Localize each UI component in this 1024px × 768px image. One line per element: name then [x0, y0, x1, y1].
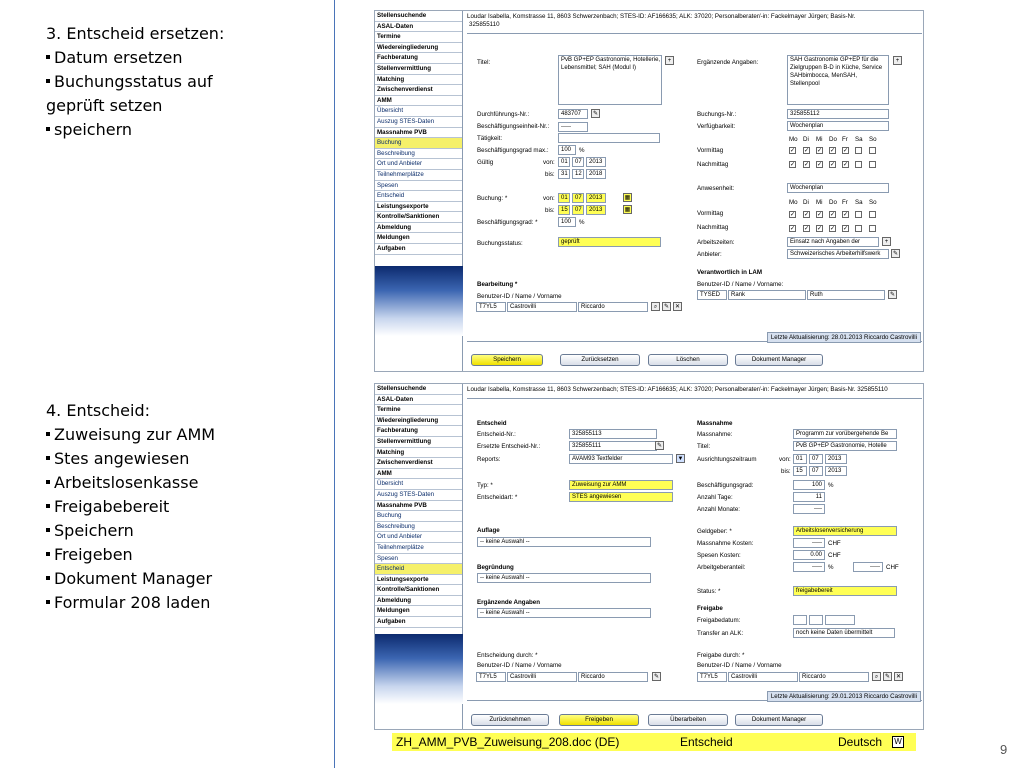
bullet-cont: geprüft setzen: [46, 96, 163, 115]
sidebar-item[interactable]: Leistungsexporte: [375, 575, 462, 586]
g-bis-month[interactable]: 12: [572, 169, 584, 179]
freigeben-button[interactable]: Freigeben: [559, 714, 639, 726]
sidebar-item[interactable]: Fachberatung: [375, 53, 462, 64]
verant-name[interactable]: Rank: [728, 290, 806, 300]
day-fr: Fr: [842, 136, 848, 143]
azr-label: Ausrichtungszeitraum: [697, 456, 757, 463]
bg-label: Beschäftigungsgrad:: [697, 482, 754, 489]
geld-label: Geldgeber: *: [697, 528, 732, 535]
search-icon[interactable]: ⌕: [651, 302, 660, 311]
az-label: Arbeitszeiten:: [697, 239, 735, 246]
sidebar-item[interactable]: AMM: [375, 96, 462, 107]
b-bis-month[interactable]: 07: [572, 205, 584, 215]
g-von-month[interactable]: 07: [572, 157, 584, 167]
g-bis-day[interactable]: 31: [558, 169, 570, 179]
bis-label: bis:: [781, 468, 791, 475]
pct: %: [579, 219, 585, 226]
checkbox[interactable]: ✓: [843, 162, 849, 168]
sidebar-item[interactable]: Wiedereingliederung: [375, 43, 462, 54]
sidebar-item[interactable]: Kontrolle/Sanktionen: [375, 585, 462, 596]
anw-select[interactable]: Wochenplan: [787, 183, 889, 193]
save-button[interactable]: Speichern: [471, 354, 543, 366]
erg-select[interactable]: -- keine Auswahl --: [477, 608, 651, 618]
reset-button[interactable]: Zurücksetzen: [560, 354, 640, 366]
von-label: von:: [779, 456, 791, 463]
bullet: speichern: [46, 118, 132, 142]
checkbox[interactable]: ✓: [830, 162, 836, 168]
bullet: Freigeben: [46, 543, 133, 567]
page-number: 9: [1000, 742, 1008, 757]
bnr-field[interactable]: 325855112: [787, 109, 889, 119]
sidebar-item[interactable]: Übersicht: [375, 479, 462, 490]
b-bis-day[interactable]: 15: [558, 205, 570, 215]
mk-field[interactable]: -----: [793, 538, 825, 548]
checkbox[interactable]: ✓: [804, 162, 810, 168]
checkbox[interactable]: ✓: [817, 162, 823, 168]
header-line1: Loudar Isabella, Komstrasse 11, 8603 Schwerzenbach; STES-ID: AF166635; ALK: 37020; Personalberater/-in: Fackelmayer Jürgen; Basis-Nr.: [467, 13, 856, 20]
sidebar-item[interactable]: Übersicht: [375, 106, 462, 117]
ent-durch-label: Entscheidung durch: *: [477, 652, 538, 659]
checkbox[interactable]: [869, 225, 876, 232]
verant-id[interactable]: TYSED: [697, 290, 727, 300]
day-fr: Fr: [842, 199, 848, 206]
checkbox[interactable]: ✓: [790, 226, 796, 232]
bullet: Dokument Manager: [46, 567, 212, 591]
sidebar-item[interactable]: Wiedereingliederung: [375, 416, 462, 427]
sk-label: Spesen Kosten:: [697, 552, 741, 559]
checkbox[interactable]: ✓: [790, 162, 796, 168]
von-label: von:: [543, 195, 555, 202]
typ-label: Typ: *: [477, 482, 493, 489]
edit-icon[interactable]: ✎: [663, 304, 670, 310]
anw-label: Anwesenheit:: [697, 185, 735, 192]
vorm-label: Vormittag: [697, 147, 724, 154]
ag-pct-field[interactable]: -----: [793, 562, 825, 572]
edit-icon[interactable]: ✎: [884, 674, 891, 680]
pct: %: [828, 482, 834, 489]
auflage-select[interactable]: -- keine Auswahl --: [477, 537, 651, 547]
g-von-day[interactable]: 01: [558, 157, 570, 167]
mass-label: Massnahme:: [697, 431, 733, 438]
erg-label: Ergänzende Angaben:: [697, 59, 759, 66]
checkbox[interactable]: [869, 211, 876, 218]
bullet: Datum ersetzen: [46, 46, 182, 70]
delete-icon[interactable]: ✕: [674, 304, 681, 310]
frei-vorname[interactable]: Riccardo: [799, 672, 869, 682]
fd-month[interactable]: [809, 615, 823, 625]
sidebar-item[interactable]: AMM: [375, 469, 462, 480]
begr-select[interactable]: -- keine Auswahl --: [477, 573, 651, 583]
tage-label: Anzahl Tage:: [697, 494, 733, 501]
geld-select[interactable]: Arbeitslosenversicherung: [793, 526, 897, 536]
checkbox[interactable]: ✓: [817, 226, 823, 232]
calendar-icon[interactable]: ▦: [624, 195, 631, 201]
titel-label: Titel:: [697, 443, 711, 450]
bullet: Stes angewiesen: [46, 447, 189, 471]
bearb-title: Bearbeitung *: [477, 281, 518, 288]
bearb-vorname[interactable]: Riccardo: [578, 302, 648, 312]
day-mo: Mo: [789, 199, 798, 206]
ben-hdr: Benutzer-ID / Name / Vorname: [477, 293, 562, 300]
sidebar-item[interactable]: Matching: [375, 448, 462, 459]
checkbox[interactable]: ✓: [804, 226, 810, 232]
checkbox[interactable]: [855, 211, 862, 218]
entscheid-title: Entscheid: [477, 420, 507, 427]
titel-field[interactable]: PvB GP+EP Gastronomie, Hotelle: [793, 441, 897, 451]
sidebar-item[interactable]: Aufgaben: [375, 617, 462, 628]
checkbox[interactable]: ✓: [790, 212, 796, 218]
a-bis-year[interactable]: 2013: [825, 466, 847, 476]
sidebar-item-buchung[interactable]: Buchung: [375, 138, 462, 149]
day-sa: Sa: [855, 136, 863, 143]
document-manager-button[interactable]: Dokument Manager: [735, 714, 823, 726]
day-so: So: [869, 136, 877, 143]
checkbox[interactable]: ✓: [830, 226, 836, 232]
verf-label: Verfügbarkeit:: [697, 123, 736, 130]
sidebar-item-entscheid[interactable]: Entscheid: [375, 564, 462, 575]
divider: [467, 398, 922, 399]
screenshot-entscheid: [374, 383, 924, 730]
checkbox[interactable]: ✓: [804, 212, 810, 218]
sidebar-item[interactable]: Meldungen: [375, 233, 462, 244]
anb-field[interactable]: Schweizerisches Arbeiterhilfswerk: [787, 249, 889, 259]
chf: CHF: [828, 552, 841, 559]
bullet: Zuweisung zur AMM: [46, 423, 215, 447]
zuruecknehmen-button[interactable]: Zurücknehmen: [471, 714, 549, 726]
monate-field[interactable]: ----: [793, 504, 825, 514]
von-label: von:: [543, 159, 555, 166]
durch-field[interactable]: 483707: [558, 109, 588, 119]
besgrad-field[interactable]: 100: [558, 145, 576, 155]
checkbox[interactable]: [869, 161, 876, 168]
reports-select[interactable]: AVAM93 Textfelder: [569, 454, 673, 464]
edit-icon[interactable]: ✎: [656, 443, 663, 449]
fd-label: Freigabedatum:: [697, 617, 741, 624]
bullet: Freigabebereit: [46, 495, 169, 519]
calendar-icon[interactable]: ▦: [624, 207, 631, 213]
sidebar-item[interactable]: Leistungsexporte: [375, 202, 462, 213]
sidebar: [375, 384, 463, 729]
sidebar-item[interactable]: Entscheid: [375, 191, 462, 202]
ers-field[interactable]: 325855111: [569, 441, 657, 451]
monate-label: Anzahl Monate:: [697, 506, 740, 513]
checkbox[interactable]: ✓: [830, 148, 836, 154]
sidebar-item[interactable]: Meldungen: [375, 606, 462, 617]
eart-select[interactable]: STES angewiesen: [569, 492, 673, 502]
eart-label: Entscheidart: *: [477, 494, 518, 501]
erg-field[interactable]: SAH Gastronomie GP+EP für die Zielgruppen B-D in Küche, Service SAHbimbocca, MenSAH, Stellenpool: [787, 55, 889, 105]
verant-vorname[interactable]: Ruth: [807, 290, 885, 300]
ben-hdr: Benutzer-ID / Name / Vorname:: [697, 281, 784, 288]
begr-title: Begründung: [477, 564, 514, 571]
sidebar-item[interactable]: Matching: [375, 75, 462, 86]
sidebar-item[interactable]: Massnahme PVB: [375, 501, 462, 512]
checkbox[interactable]: [855, 147, 862, 154]
edit-icon[interactable]: ✎: [592, 111, 599, 117]
freigabe-title: Freigabe: [697, 605, 723, 612]
sidebar-item[interactable]: Spesen: [375, 181, 462, 192]
gueltig-label: Gültig: [477, 159, 494, 166]
checkbox[interactable]: ✓: [790, 148, 796, 154]
titel-label: Titel:: [477, 59, 491, 66]
mk-label: Massnahme Kosten:: [697, 540, 754, 547]
bis-label: bis:: [545, 171, 555, 178]
sidebar-item[interactable]: Teilnehmerplätze: [375, 543, 462, 554]
mass-field[interactable]: Programm zur vorübergehende Be: [793, 429, 897, 439]
template-file[interactable]: ZH_AMM_PVB_Zuweisung_208.doc (DE): [396, 735, 620, 749]
bullet: Arbeitslosenkasse: [46, 471, 198, 495]
sidebar-item[interactable]: Auszug STES-Daten: [375, 490, 462, 501]
status-label: Status: *: [697, 588, 721, 595]
bes-field[interactable]: -----: [558, 122, 588, 132]
taet-label: Tätigkeit:: [477, 135, 503, 142]
bg-field[interactable]: 100: [793, 480, 825, 490]
plus-icon[interactable]: +: [882, 237, 891, 246]
a-bis-day[interactable]: 15: [793, 466, 807, 476]
status-select[interactable]: freigabebereit: [793, 586, 897, 596]
last-update: Letzte Aktualisierung: 28.01.2013 Riccardo Castrovilli: [767, 332, 921, 343]
delete-button[interactable]: Löschen: [648, 354, 728, 366]
taet-field[interactable]: [558, 133, 660, 143]
chf: CHF: [828, 540, 841, 547]
sidebar-item[interactable]: Stellensuchende: [375, 11, 462, 22]
sidebar-gradient: [375, 634, 463, 704]
day-mi: Mi: [816, 199, 823, 206]
word-document-icon[interactable]: W: [892, 736, 904, 748]
bnr-label: Buchungs-Nr.:: [697, 111, 737, 118]
sk-field[interactable]: 0.00: [793, 550, 825, 560]
edit-icon[interactable]: ✎: [653, 674, 660, 680]
bstatus-label: Buchungsstatus:: [477, 240, 523, 247]
sidebar-item[interactable]: Stellenvermittlung: [375, 437, 462, 448]
verf-field[interactable]: Wochenplan: [787, 121, 889, 131]
sidebar-item[interactable]: Zwischenverdienst: [375, 85, 462, 96]
buchung-label: Buchung: *: [477, 195, 508, 202]
document-manager-button[interactable]: Dokument Manager: [735, 354, 823, 366]
erg-title: Ergänzende Angaben: [477, 599, 541, 606]
slide-divider: [334, 0, 335, 768]
checkbox[interactable]: [855, 161, 862, 168]
sidebar-item[interactable]: Ort und Anbieter: [375, 159, 462, 170]
bearb-name[interactable]: Castrovilli: [507, 302, 577, 312]
tage-field[interactable]: 11: [793, 492, 825, 502]
header-line: Loudar Isabella, Komstrasse 11, 8603 Schwerzenbach; STES-ID: AF166635; ALK: 37020; Personalberater/-in: Fackelmayer Jürgen; Basis-Nr. 325855110: [467, 386, 888, 393]
step3-title: 3. Entscheid ersetzen:: [46, 24, 225, 43]
checkbox[interactable]: ✓: [830, 212, 836, 218]
b-von-year[interactable]: 2013: [586, 193, 606, 203]
checkbox[interactable]: ✓: [843, 148, 849, 154]
frei-id[interactable]: T7YL5: [697, 672, 727, 682]
ent-id[interactable]: T7YL5: [476, 672, 506, 682]
ent-nr-field[interactable]: 325855113: [569, 429, 657, 439]
sidebar-item[interactable]: ASAL-Daten: [375, 22, 462, 33]
filter-icon[interactable]: ▼: [677, 456, 684, 462]
sidebar-item[interactable]: Massnahme PVB: [375, 128, 462, 139]
vorm-label: Vormittag: [697, 210, 724, 217]
ag-chf-field[interactable]: -----: [853, 562, 883, 572]
sidebar-item[interactable]: Stellensuchende: [375, 384, 462, 395]
ers-label: Ersetzte Entscheid-Nr.:: [477, 443, 541, 450]
anb-label: Anbieter:: [697, 251, 722, 258]
sidebar-item[interactable]: Stellenvermittlung: [375, 64, 462, 75]
day-mo: Mo: [789, 136, 798, 143]
ueberarbeiten-button[interactable]: Überarbeiten: [648, 714, 728, 726]
bis-label: bis:: [545, 207, 555, 214]
bearb-id[interactable]: T7YL5: [476, 302, 506, 312]
typ-select[interactable]: Zuweisung zur AMM: [569, 480, 673, 490]
plus-icon[interactable]: +: [665, 56, 674, 65]
sidebar-item[interactable]: Termine: [375, 32, 462, 43]
az-field[interactable]: Einsatz nach Angaben der: [787, 237, 879, 247]
last-update: Letzte Aktualisierung: 29.01.2013 Riccardo Castrovilli: [767, 691, 921, 702]
checkbox[interactable]: ✓: [843, 212, 849, 218]
fd-year[interactable]: [825, 615, 855, 625]
sidebar-item[interactable]: Zwischenverdienst: [375, 458, 462, 469]
template-row[interactable]: [392, 733, 916, 751]
ben-hdr: Benutzer-ID / Name / Vorname: [697, 662, 782, 669]
day-di: Di: [803, 199, 809, 206]
b-bis-year[interactable]: 2013: [586, 205, 606, 215]
massnahme-title: Massnahme: [697, 420, 733, 427]
ent-vorname[interactable]: Riccardo: [578, 672, 648, 682]
ben-hdr: Benutzer-ID / Name / Vorname: [477, 662, 562, 669]
sidebar-gradient: [375, 266, 463, 336]
checkbox[interactable]: ✓: [817, 212, 823, 218]
reports-label: Reports:: [477, 456, 501, 463]
alk-field[interactable]: noch keine Daten übermittelt: [793, 628, 895, 638]
sidebar-item[interactable]: Spesen: [375, 554, 462, 565]
verant-title: Verantwortlich in LAM: [697, 269, 762, 276]
b-von-day[interactable]: 01: [558, 193, 570, 203]
besgrad2-label: Beschäftigungsgrad: *: [477, 219, 538, 226]
sidebar-item[interactable]: Fachberatung: [375, 426, 462, 437]
sidebar-item[interactable]: Buchung: [375, 511, 462, 522]
checkbox[interactable]: [869, 147, 876, 154]
besgrad2-field[interactable]: 100: [558, 217, 576, 227]
day-do: Do: [829, 136, 837, 143]
template-type: Entscheid: [680, 735, 733, 749]
a-von-day[interactable]: 01: [793, 454, 807, 464]
edit-icon[interactable]: ✎: [889, 292, 896, 298]
sidebar-item[interactable]: Abmeldung: [375, 596, 462, 607]
sidebar-item[interactable]: Aufgaben: [375, 244, 462, 255]
divider: [467, 33, 922, 34]
b-von-month[interactable]: 07: [572, 193, 584, 203]
search-icon[interactable]: ⌕: [872, 672, 881, 681]
ent-nr-label: Entscheid-Nr.:: [477, 431, 516, 438]
step4-title: 4. Entscheid:: [46, 401, 150, 420]
g-von-year[interactable]: 2013: [586, 157, 606, 167]
fd-day[interactable]: [793, 615, 807, 625]
sidebar-item[interactable]: Ort und Anbieter: [375, 532, 462, 543]
pct: %: [828, 564, 834, 571]
ag-label: Arbeitgeberanteil:: [697, 564, 746, 571]
a-von-month[interactable]: 07: [809, 454, 823, 464]
sidebar: [375, 11, 463, 371]
auflage-title: Auflage: [477, 527, 500, 534]
checkbox[interactable]: [855, 225, 862, 232]
besgrad-label: Beschäftigungsgrad max.:: [477, 147, 549, 154]
ent-name[interactable]: Castrovilli: [507, 672, 577, 682]
sidebar-item[interactable]: Termine: [375, 405, 462, 416]
day-sa: Sa: [855, 199, 863, 206]
sidebar-item[interactable]: Beschreibung: [375, 149, 462, 160]
sidebar-item[interactable]: Auszug STES-Daten: [375, 117, 462, 128]
titel-field[interactable]: PvB GP+EP Gastronomie, Hotellerie, Lebensmittel; SAH (Modul I): [558, 55, 662, 105]
chf: CHF: [886, 564, 899, 571]
sidebar-item[interactable]: Beschreibung: [375, 522, 462, 533]
day-do: Do: [829, 199, 837, 206]
checkbox[interactable]: ✓: [804, 148, 810, 154]
template-lang: Deutsch: [838, 735, 883, 749]
header-line2: 325855110: [469, 21, 500, 28]
day-mi: Mi: [816, 136, 823, 143]
plus-icon[interactable]: +: [893, 56, 902, 65]
delete-icon[interactable]: ✕: [895, 674, 902, 680]
bstatus-select[interactable]: geprüft: [558, 237, 661, 247]
screenshot-buchung: [374, 10, 924, 372]
sidebar-item[interactable]: Teilnehmerplätze: [375, 170, 462, 181]
bes-label: Beschäftigungseinheit-Nr.:: [477, 123, 550, 130]
durch-label: Durchführungs-Nr.:: [477, 111, 530, 118]
sidebar-item[interactable]: ASAL-Daten: [375, 395, 462, 406]
bullet: Speichern: [46, 519, 134, 543]
alk-label: Transfer an ALK:: [697, 630, 744, 637]
sidebar-item[interactable]: Kontrolle/Sanktionen: [375, 212, 462, 223]
pct: %: [579, 147, 585, 154]
a-von-year[interactable]: 2013: [825, 454, 847, 464]
bullet: Buchungsstatus auf: [46, 70, 213, 94]
edit-icon[interactable]: ✎: [892, 251, 899, 257]
nachm-label: Nachmittag: [697, 161, 729, 168]
frei-name[interactable]: Castrovilli: [728, 672, 798, 682]
day-di: Di: [803, 136, 809, 143]
day-so: So: [869, 199, 877, 206]
frei-durch-label: Freigabe durch: *: [697, 652, 745, 659]
nachm-label: Nachmittag: [697, 224, 729, 231]
sidebar-item[interactable]: Abmeldung: [375, 223, 462, 234]
checkbox[interactable]: ✓: [817, 148, 823, 154]
g-bis-year[interactable]: 2018: [586, 169, 606, 179]
a-bis-month[interactable]: 07: [809, 466, 823, 476]
checkbox[interactable]: ✓: [843, 226, 849, 232]
bullet: Formular 208 laden: [46, 591, 210, 615]
